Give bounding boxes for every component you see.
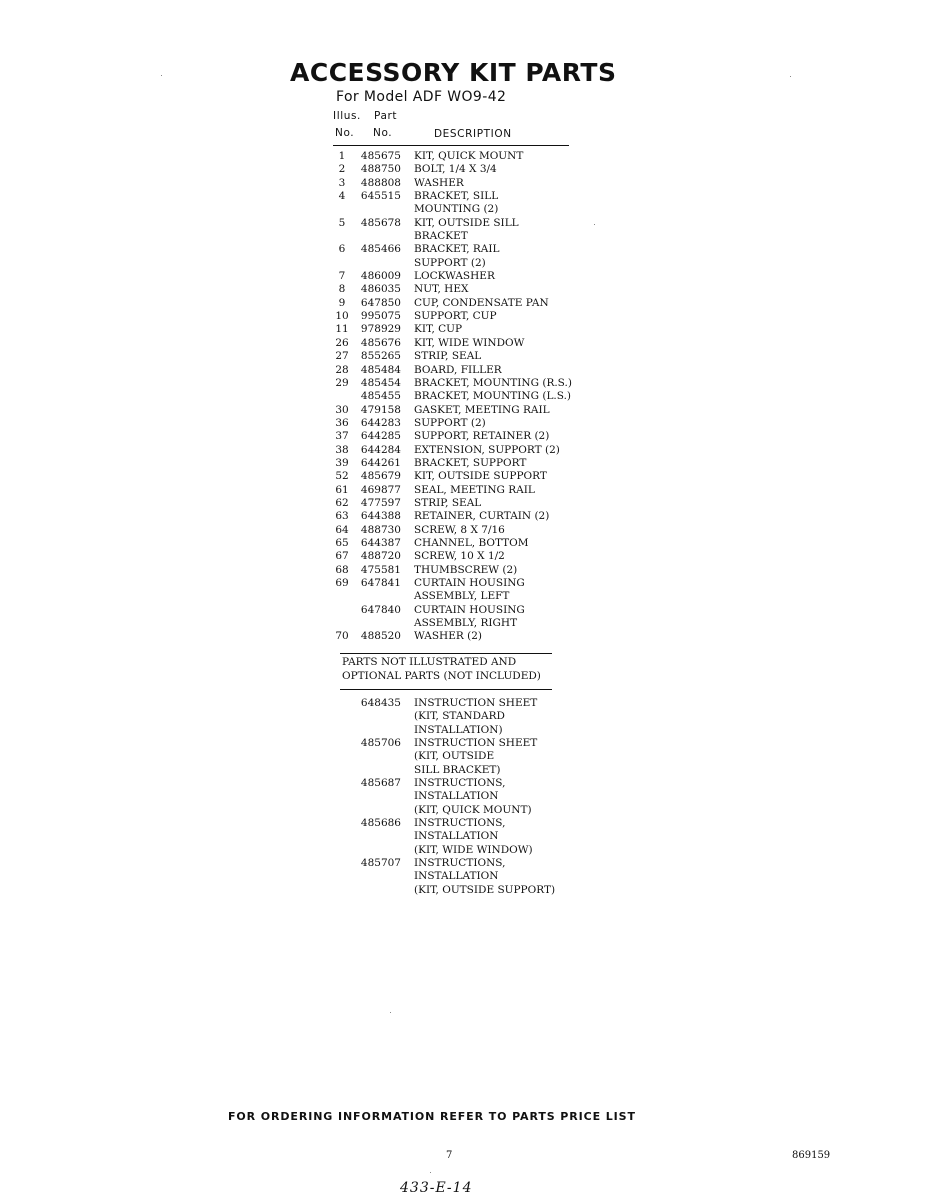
part-number [352,884,414,897]
part-row-continuation [332,884,592,897]
part-number [352,790,414,803]
part-number: 485679 [360,470,401,483]
part-description: SILL BRACKET) [414,763,501,776]
part-number: 485687 [360,777,401,790]
part-description: BRACKET, MOUNTING (R.S.) [414,376,572,389]
part-row [332,857,592,870]
illus-number [332,764,352,777]
illus-number [332,804,352,817]
part-description: (KIT, OUTSIDE [414,750,495,763]
illus-number [332,604,352,617]
part-row [332,150,592,163]
illus-number: 27 [335,350,349,363]
part-number: 647841 [360,577,401,589]
part-number: 644387 [360,536,401,549]
illus-number: 10 [335,310,349,323]
part-number: 488520 [360,630,401,643]
part-description: KIT, OUTSIDE SUPPORT [414,470,547,483]
part-description: CHANNEL, BOTTOM [414,536,529,549]
illus-number: 52 [335,470,349,483]
part-row-continuation [332,203,592,216]
part-number: 644388 [360,510,401,523]
illus-number: 68 [335,563,349,576]
part-number: 644283 [360,416,401,429]
part-row [332,163,592,176]
part-row [332,323,592,336]
illus-number: 6 [338,243,346,256]
part-number [352,870,414,883]
part-number: 995075 [360,310,401,323]
part-description: BRACKET, SUPPORT [414,456,527,469]
part-description: BRACKET, SILL [414,190,499,203]
section-rule-top [340,653,552,654]
illus-number: 62 [335,496,349,509]
page-number: 7 [446,1150,453,1161]
part-description: KIT, WIDE WINDOW [414,336,525,349]
part-row-continuation [332,790,592,803]
part-number: 469877 [360,483,401,496]
part-description: BOARD, FILLER [414,363,502,376]
part-description: KIT, QUICK MOUNT [414,150,524,162]
part-description: SUPPORT, RETAINER (2) [414,430,550,443]
header-description: DESCRIPTION [434,128,512,140]
part-row-continuation [332,750,592,763]
illus-number: 26 [335,336,349,349]
part-description: CUP, CONDENSATE PAN [414,296,549,309]
part-row [332,537,592,550]
part-description: INSTALLATION [414,870,499,883]
illus-number: 64 [335,523,349,536]
part-row [332,297,592,310]
part-description: (KIT, WIDE WINDOW) [414,843,533,856]
part-row [332,417,592,430]
illus-number [332,257,352,270]
part-description: EXTENSION, SUPPORT (2) [414,443,560,456]
header-rule [333,145,569,146]
part-description: CURTAIN HOUSING [414,577,525,589]
illus-number: 67 [335,550,349,563]
part-number [352,724,414,737]
illus-number [332,830,352,843]
part-row [332,737,592,750]
part-number: 855265 [360,350,401,363]
part-description: BOLT, 1/4 X 3/4 [414,163,497,176]
part-description: (KIT, QUICK MOUNT) [414,803,532,816]
part-row [332,364,592,377]
part-number [352,830,414,843]
part-number [352,617,414,630]
part-number: 648435 [360,697,401,709]
part-description: SUPPORT (2) [414,416,486,429]
header-part: Part [374,110,398,122]
scan-speck [594,224,595,225]
illus-number: 61 [335,483,349,496]
illus-number [332,884,352,897]
part-description: INSTALLATION [414,790,499,803]
illus-number [332,790,352,803]
illus-number: 2 [338,163,346,176]
illus-number: 37 [335,430,349,443]
illus-number: 7 [338,270,346,283]
part-description: KIT, CUP [414,323,463,336]
part-row-continuation [332,230,592,243]
part-description: BRACKET, RAIL [414,243,500,256]
part-row [332,497,592,510]
part-row [332,310,592,323]
part-description: BRACKET, MOUNTING (L.S.) [414,390,572,403]
part-number: 475581 [360,563,401,576]
part-row [332,777,592,790]
part-row [332,604,592,617]
part-number [352,257,414,270]
part-description: INSTRUCTIONS, [414,777,506,790]
part-description: SUPPORT, CUP [414,310,497,323]
part-description: STRIP, SEAL [414,496,482,509]
part-row [332,190,592,203]
part-row [332,630,592,643]
part-description: BRACKET [414,230,468,243]
part-number: 485706 [360,737,401,750]
part-description: THUMBSCREW (2) [414,563,518,576]
illus-number [332,844,352,857]
part-description: GASKET, MEETING RAIL [414,403,550,416]
illus-number: 36 [335,416,349,429]
part-description: (KIT, STANDARD [414,710,505,723]
part-row [332,457,592,470]
part-number [352,230,414,243]
part-number: 488730 [360,523,401,536]
header-illus: Illus. [333,110,361,122]
illus-number [332,750,352,763]
scan-speck [161,75,162,76]
part-number: 647850 [360,296,401,309]
part-description: WASHER (2) [414,630,482,643]
part-row-continuation [332,870,592,883]
part-row-continuation [332,257,592,270]
part-number: 479158 [360,403,401,416]
part-row-continuation [332,590,592,603]
header-part-no: No. [373,127,393,139]
part-row-continuation [332,617,592,630]
part-number [352,750,414,763]
part-row [332,697,592,710]
part-number: 485466 [360,243,401,256]
part-number [352,203,414,216]
part-row-continuation [332,710,592,723]
part-row [332,510,592,523]
section-rule-bottom [340,689,552,690]
part-row [332,377,592,390]
part-number [352,804,414,817]
scan-speck [430,1172,431,1173]
part-row [332,243,592,256]
page-title: ACCESSORY KIT PARTS [290,58,617,87]
part-row [332,524,592,537]
part-number: 485455 [360,390,401,403]
illus-number: 39 [335,456,349,469]
illus-number: 38 [335,443,349,456]
part-row [332,444,592,457]
illus-number [332,777,352,790]
handwritten-note: 433-E-14 [400,1180,473,1196]
part-number: 485676 [360,336,401,349]
part-number [352,710,414,723]
illus-number [332,230,352,243]
illus-number: 69 [335,577,349,589]
part-number: 644285 [360,430,401,443]
illus-number: 29 [335,376,349,389]
optional-parts-list [332,697,592,897]
illus-number: 5 [338,216,346,229]
part-row [332,577,592,590]
part-description: NUT, HEX [414,283,469,296]
part-description: SCREW, 8 X 7/16 [414,523,505,536]
part-description: SUPPORT (2) [414,256,486,269]
part-row [332,390,592,403]
optional-parts-note [342,656,541,683]
illus-number: 65 [335,536,349,549]
part-number: 978929 [360,323,401,336]
illus-number [332,817,352,830]
part-description: SCREW, 10 X 1/2 [414,550,505,563]
part-description: INSTALLATION) [414,723,503,736]
illus-number: 28 [335,363,349,376]
parts-list [332,150,592,644]
note-line: OPTIONAL PARTS (NOT INCLUDED) [342,669,541,682]
scan-speck [790,76,791,77]
part-description: SEAL, MEETING RAIL [414,483,535,496]
illus-number: 63 [335,510,349,523]
part-row [332,817,592,830]
illus-number: 8 [338,283,346,296]
part-description: RETAINER, CURTAIN (2) [414,510,550,523]
illus-number: 4 [338,190,346,203]
part-description: KIT, OUTSIDE SILL [414,216,519,229]
ordering-footer: FOR ORDERING INFORMATION REFER TO PARTS PRICE LIST [228,1110,636,1123]
part-row [332,350,592,363]
part-number: 477597 [360,496,401,509]
part-description: INSTALLATION [414,830,499,843]
part-row [332,550,592,563]
part-description: MOUNTING (2) [414,203,499,216]
part-row [332,564,592,577]
model-subtitle: For Model ADF WO9-42 [336,89,507,105]
part-number: 488808 [360,176,401,189]
part-number: 644261 [360,456,401,469]
part-number: 485484 [360,363,401,376]
illus-number: 1 [338,150,346,162]
part-description: INSTRUCTIONS, [414,817,506,830]
part-description: CURTAIN HOUSING [414,603,525,616]
part-number: 488720 [360,550,401,563]
part-number [352,844,414,857]
part-number: 486035 [360,283,401,296]
scan-speck [390,1012,391,1013]
part-row [332,484,592,497]
part-number: 645515 [360,190,401,203]
part-row [332,270,592,283]
part-description: (KIT, OUTSIDE SUPPORT) [414,883,556,896]
part-row [332,404,592,417]
part-number [352,764,414,777]
illus-number: 11 [335,323,349,336]
part-description: LOCKWASHER [414,270,495,283]
part-row-continuation [332,830,592,843]
illus-number [332,390,352,403]
part-number: 485454 [360,376,401,389]
part-number: 485686 [360,817,401,830]
illus-number [332,870,352,883]
illus-number [332,203,352,216]
document-code: 869159 [792,1150,831,1161]
part-description: INSTRUCTION SHEET [414,737,538,750]
part-row [332,337,592,350]
illus-number: 30 [335,403,349,416]
part-description: ASSEMBLY, LEFT [414,590,510,603]
part-number: 486009 [360,270,401,283]
part-number [352,590,414,603]
part-row [332,283,592,296]
part-description: ASSEMBLY, RIGHT [414,617,518,630]
part-number: 488750 [360,163,401,176]
illus-number: 3 [338,176,346,189]
part-description: STRIP, SEAL [414,350,482,363]
part-description: WASHER [414,176,464,189]
part-row-continuation [332,844,592,857]
part-number: 485707 [360,857,401,870]
illus-number [332,710,352,723]
header-illus-no: No. [335,127,355,139]
part-row [332,470,592,483]
part-row [332,430,592,443]
illus-number [332,617,352,630]
part-row-continuation [332,724,592,737]
part-number: 644284 [360,443,401,456]
part-description: INSTRUCTIONS, [414,857,506,870]
part-row-continuation [332,764,592,777]
part-row-continuation [332,804,592,817]
illus-number [332,590,352,603]
part-description: INSTRUCTION SHEET [414,697,538,709]
illus-number [332,697,352,710]
part-number: 485678 [360,216,401,229]
part-number: 485675 [360,150,401,162]
note-line: PARTS NOT ILLUSTRATED AND [342,656,517,668]
illus-number [332,724,352,737]
illus-number [332,857,352,870]
part-number: 647840 [360,603,401,616]
part-row [332,217,592,230]
illus-number: 70 [335,630,349,643]
part-row [332,177,592,190]
illus-number [332,737,352,750]
illus-number: 9 [338,296,346,309]
